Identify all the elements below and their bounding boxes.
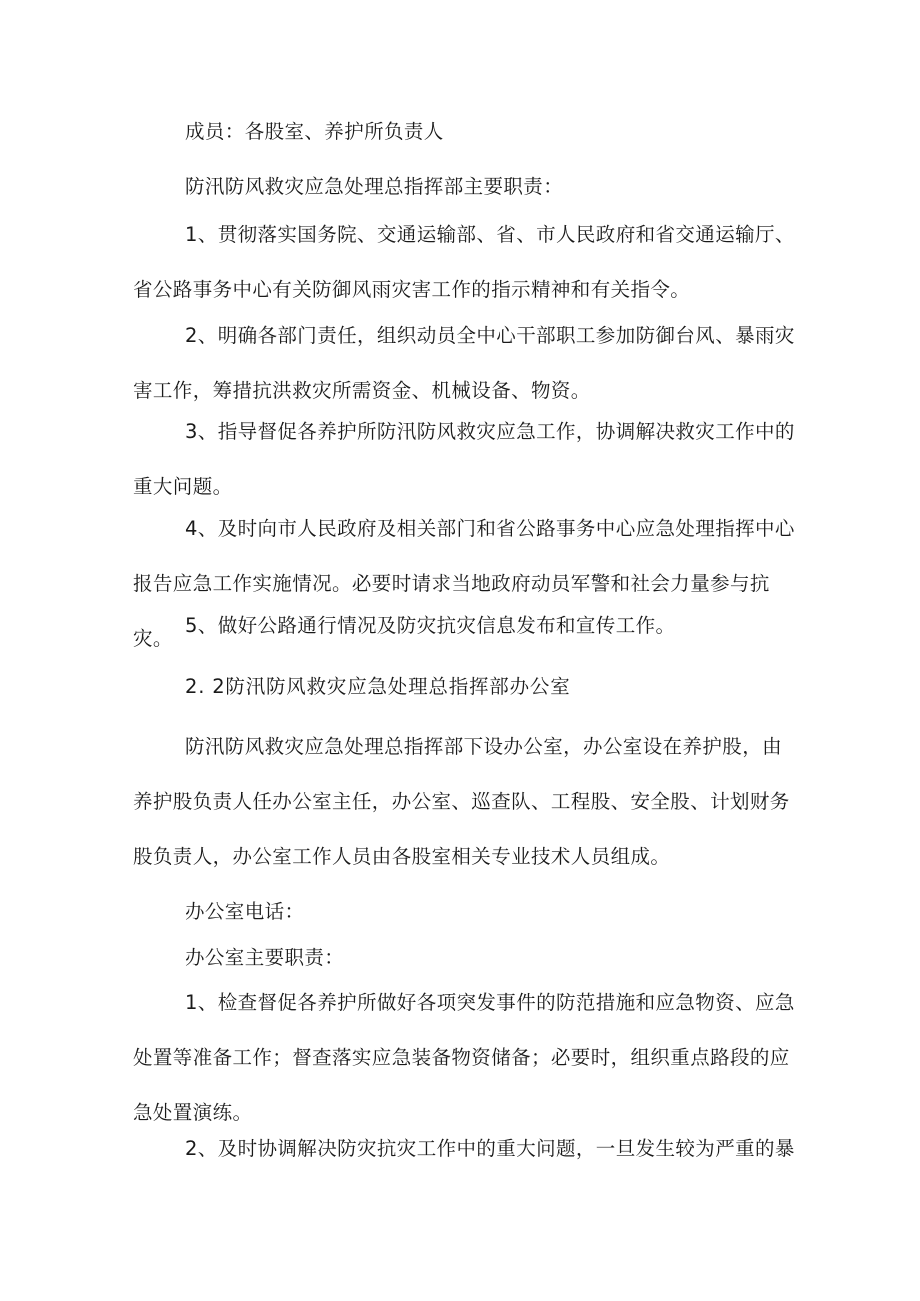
hq-duty-3: 3、指导督促各养护所防汛防风救灾应急工作，协调解决救灾工作中的重大问题。 — [133, 420, 795, 498]
office-duty-2: 2、及时协调解决防灾抗灾工作中的重大问题，一旦发生较为严重的暴 — [185, 1137, 795, 1160]
office-duties-heading: 办公室主要职责： — [185, 946, 345, 969]
members-line: 成员：各股室、养护所负责人 — [185, 120, 444, 143]
office-description: 防汛防风救灾应急处理总指挥部下设办公室，办公室设在养护股，由养护股负责人任办公室主任，办公室、巡查队、工程股、安全股、计划财务股负责人，办公室工作人员由各股室相关专业技术人员组成。 — [133, 735, 790, 868]
hq-duty-5: 5、做好公路通行情况及防灾抗灾信息发布和宣传工作。 — [185, 614, 676, 637]
office-phone-label: 办公室电话： — [185, 900, 305, 923]
office-duty-1: 1、检查督促各养护所做好各项突发事件的防范措施和应急物资、应急处置等准备工作；督查落实应急装备物资储备；必要时，组织重点路段的应急处置演练。 — [133, 991, 795, 1124]
hq-duty-4: 4、及时向市人民政府及相关部门和省公路事务中心应急处理指挥中心报告应急工作实施情况。必要时请求当地政府动员军警和社会力量参与抗灾。 — [133, 517, 795, 650]
section-heading-office: 2. 2防汛防风救灾应急处理总指挥部办公室 — [185, 675, 571, 698]
hq-duty-2: 2、明确各部门责任，组织动员全中心干部职工参加防御台风、暴雨灾害工作，筹措抗洪救灾所需资金、机械设备、物资。 — [133, 324, 795, 402]
hq-duties-heading: 防汛防风救灾应急处理总指挥部主要职责： — [185, 175, 564, 198]
hq-duty-1: 1、贯彻落实国务院、交通运输部、省、市人民政府和省交通运输厅、省公路事务中心有关防御风雨灾害工作的指示精神和有关指令。 — [133, 223, 795, 301]
